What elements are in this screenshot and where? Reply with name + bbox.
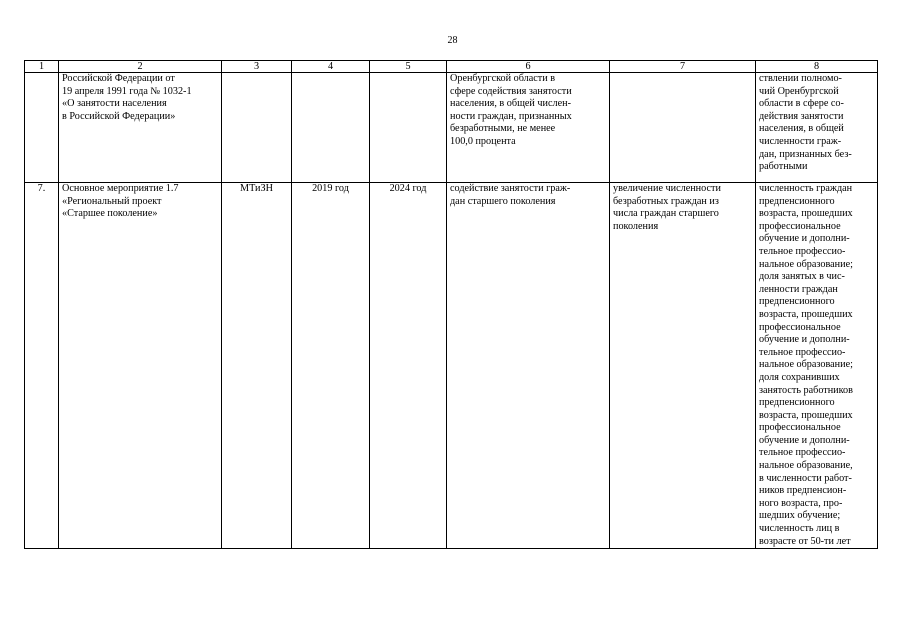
cell-empty: [222, 73, 292, 183]
cell-executor: МТиЗН: [222, 183, 292, 549]
header-cell-1: 1: [25, 61, 59, 73]
header-cell-8: 8: [756, 61, 878, 73]
cell-measure-name: Основное мероприятие 1.7 «Региональный проект «Старшее поколение»: [59, 183, 222, 549]
cell-empty: [610, 73, 756, 183]
header-cell-6: 6: [447, 61, 610, 73]
cell-empty: [370, 73, 447, 183]
header-cell-4: 4: [292, 61, 370, 73]
cell-row-number: 7.: [25, 183, 59, 549]
cell-indicator-continued: ствлении полномо- чий Оренбургской области в сфере со- действия занятости населения, в общей численности граж- дан, признанных без- работными: [756, 73, 878, 183]
measures-table: [24, 60, 878, 549]
cell-end-year: 2024 год: [370, 183, 447, 549]
cell-start-year: 2019 год: [292, 183, 370, 549]
table-row-continued: [25, 73, 878, 183]
header-cell-3: 3: [222, 61, 292, 73]
header-row: [25, 61, 878, 73]
cell-empty: [292, 73, 370, 183]
cell-law-reference: Российской Федерации от 19 апреля 1991 года № 1032-1 «О занятости населения в Российской Федерации»: [59, 73, 222, 183]
cell-expected-result: содействие занятости граж- дан старшего поколения: [447, 183, 610, 549]
cell-indicators: численность граждан предпенсионного возраста, прошедших профессиональное обучение и дополни- тельное профессио- нальное образование; доля занятых в чис- ленности граждан предпенсионного возраста, прошедших профессиональное обучение и дополни- тельное профессио- нальное образование; доля сохранивших занятость работников предпенсионного возраста, прошедших профессиональное обучение и дополни- тельное профессио- нальное образование, в численности работ- ников предпенсион- ного возраста, про- шедших обучение; численность лиц в возрасте от 50-ти лет: [756, 183, 878, 549]
cell-empty: [25, 73, 59, 183]
cell-consequence: увеличение численности безработных граждан из числа граждан старшего поколения: [610, 183, 756, 549]
header-cell-2: 2: [59, 61, 222, 73]
header-cell-7: 7: [610, 61, 756, 73]
header-cell-5: 5: [370, 61, 447, 73]
page-number: 28: [447, 35, 458, 46]
table-row-7: [25, 183, 878, 549]
cell-result-continued: Оренбургской области в сфере содействия занятости населения, в общей числен- ности граждан, признанных безработными, не менее 100,0 процента: [447, 73, 610, 183]
